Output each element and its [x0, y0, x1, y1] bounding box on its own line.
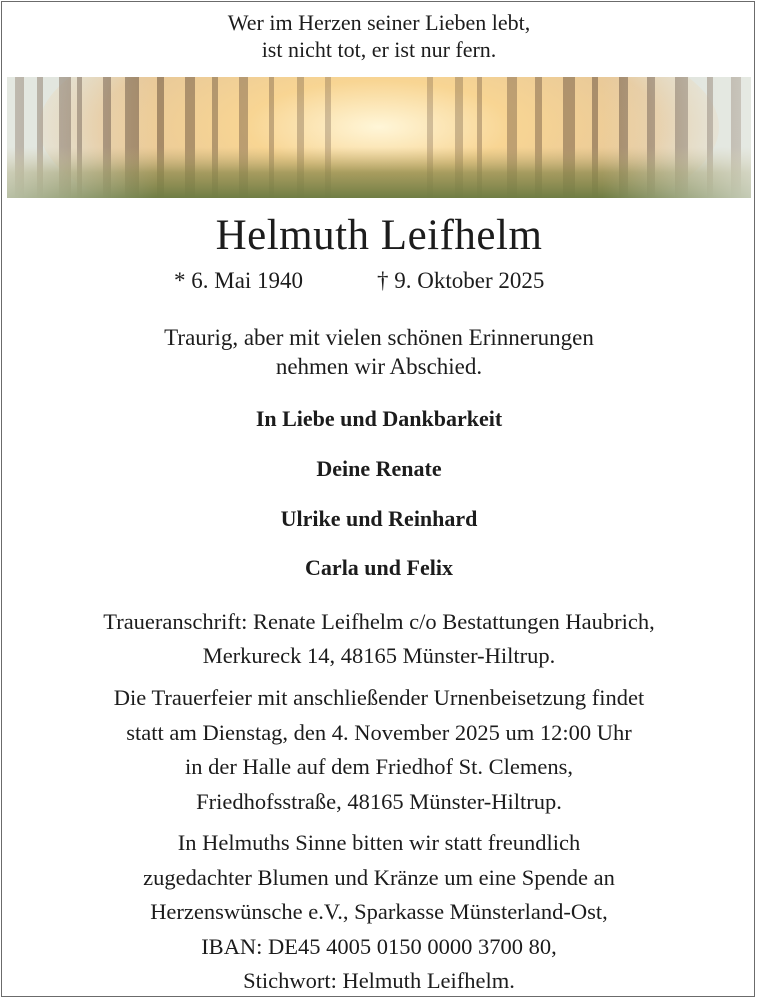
mourning-address	[0, 605, 758, 673]
signature-ulrike-reinhard: Ulrike und Reinhard	[280, 506, 478, 531]
motto-line: ist nicht tot, er ist nur fern.	[261, 37, 497, 62]
ceremony-line: statt am Dienstag, den 4. November 2025 um 12:00 Uhr	[126, 719, 632, 745]
birth-date: * 6. Mai 1940	[174, 268, 304, 293]
forest-sunlight-icon	[7, 77, 751, 198]
ceremony-line: Friedhofsstraße, 48165 Münster-Hiltrup.	[196, 788, 562, 814]
farewell-line: nehmen wir Abschied.	[275, 354, 483, 379]
farewell-text	[0, 323, 758, 381]
ceremony-line: Die Trauerfeier mit anschließender Urnenbeisetzung findet	[113, 685, 645, 710]
life-dates	[0, 266, 758, 296]
motto-line: Wer im Herzen seiner Lieben lebt,	[227, 10, 531, 35]
address-line: Merkureck 14, 48165 Münster-Hiltrup.	[202, 643, 556, 668]
donation-line: Herzenswünsche e.V., Sparkasse Münsterland-Ost,	[150, 899, 608, 924]
donation-line: In Helmuths Sinne bitten wir statt freundlich	[177, 830, 581, 855]
forest-sunlight-image	[7, 77, 751, 198]
donation-info	[0, 826, 758, 999]
signature-carla-felix: Carla und Felix	[305, 555, 453, 580]
donation-line: Stichwort: Helmuth Leifhelm.	[243, 968, 515, 993]
address-line: Traueranschrift: Renate Leifhelm c/o Bestattungen Haubrich,	[103, 609, 655, 634]
motto	[0, 9, 758, 63]
deceased-name: Helmuth Leifhelm	[215, 212, 543, 259]
signature-renate: Deine Renate	[316, 456, 442, 481]
death-date: † 9. Oktober 2025	[377, 268, 545, 293]
farewell-line: Traurig, aber mit vielen schönen Erinnerungen	[164, 325, 594, 350]
ceremony-info	[0, 681, 758, 819]
signature-dedication: In Liebe und Dankbarkeit	[255, 406, 503, 431]
donation-line: zugedachter Blumen und Kränze um eine Spende an	[143, 864, 615, 890]
ceremony-line: in der Halle auf dem Friedhof St. Clemens,	[184, 754, 574, 779]
donation-line: IBAN: DE45 4005 0150 0000 3700 80,	[201, 933, 557, 959]
